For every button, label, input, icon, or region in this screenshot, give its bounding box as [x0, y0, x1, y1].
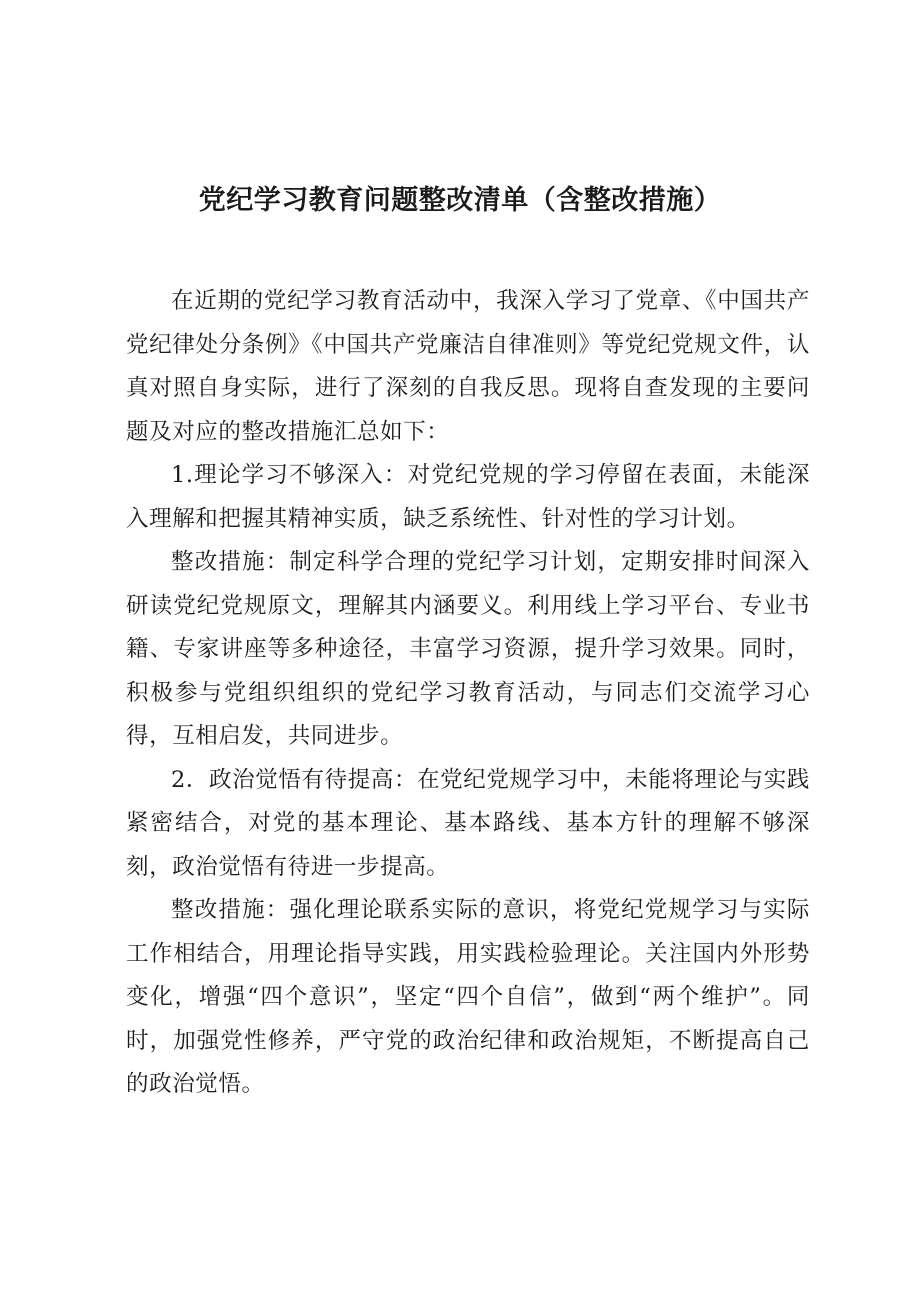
paragraph-measures-2: 整改措施：强化理论联系实际的意识，将党纪党规学习与实际工作相结合，用理论指导实践，用实践检验理论。关注国内外形势变化，增强“四个意识”，坚定“四个自信”，做到“两个维护”。同时，加强党性修养，严守党的政治纪律和政治规矩，不断提高自己的政治觉悟。 [126, 897, 810, 1097]
paragraph-problem-2: 2．政治觉悟有待提高：在党纪党规学习中，未能将理论与实践紧密结合，对党的基本理论、基本路线、基本方针的理解不够深刻，政治觉悟有待进一步提高。 [126, 766, 810, 880]
paragraph-measures-1: 整改措施：制定科学合理的党纪学习计划，定期安排时间深入研读党纪党规原文，理解其内涵要义。利用线上学习平台、专业书籍、专家讲座等多种途径，丰富学习资源，提升学习效果。同时，积极参与党组织组织的党纪学习教育活动，与同志们交流学习心得，互相启发，共同进步。 [126, 549, 810, 749]
paragraph-intro: 在近期的党纪学习教育活动中，我深入学习了党章、《中国共产党纪律处分条例》《中国共产党廉洁自律准则》等党纪党规文件，认真对照自身实际，进行了深刻的自我反思。现将自查发现的主要问题及对应的整改措施汇总如下： [126, 288, 810, 445]
document-body [126, 280, 810, 1107]
document-title: 党纪学习教育问题整改清单（含整改措施） [198, 185, 722, 216]
paragraph-problem-1: 1.理论学习不够深入：对党纪党规的学习停留在表面，未能深入理解和把握其精神实质，缺乏系统性、针对性的学习计划。 [126, 462, 810, 532]
